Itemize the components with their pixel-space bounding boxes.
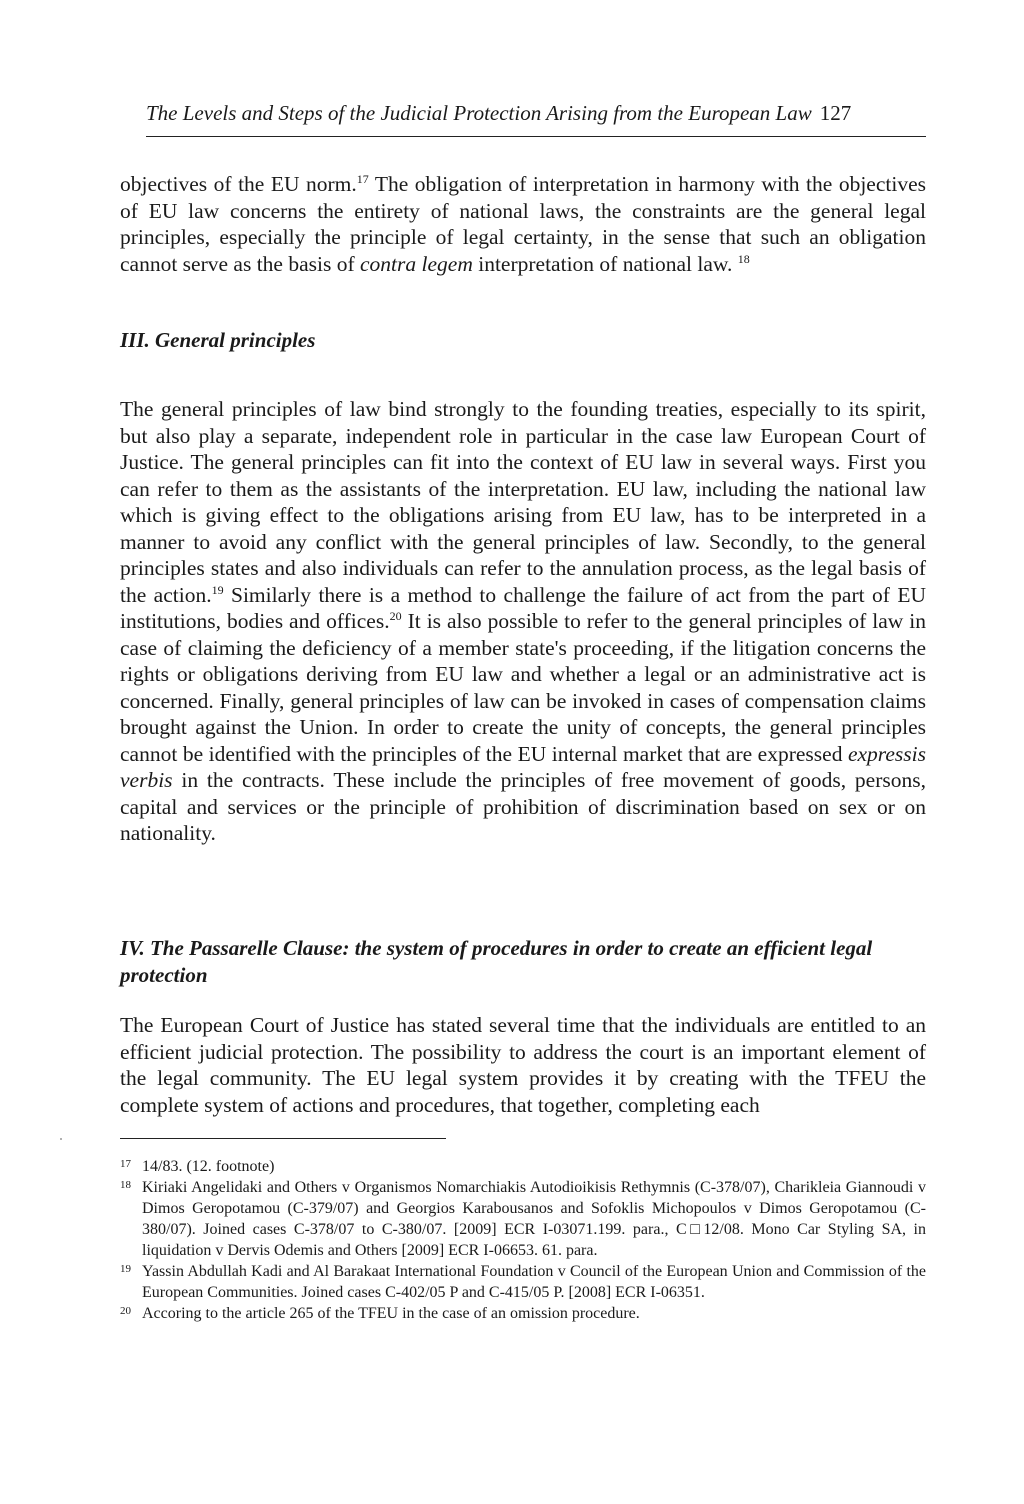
footnote-text: 14/83. (12. footnote) [142, 1158, 275, 1175]
footnote-20 [120, 1303, 926, 1324]
paragraph-general-principles: The general principles of law bind strongly to the founding treaties, especially to its spirit, but also play a separate, independent role in particular in the case law European Court of Justice. The general principles can fit into the context of EU law in several ways. First you can refer to them as the assistants of the interpretation. EU law, including the national law which is giving effect to the obligations arising from EU law, has to be interpreted in a manner to avoid any conflict with the general principles of law. Secondly, to the general principles states and also individuals can refer to the annulation process, as the legal basis of the action.$^{19}$ Similarly there is a method to challenge the failure of act from the part of EU institutions, bodies and offices.$^{20}$ It is also possible to refer to the general principles of law in case of claiming the deficiency of a member state's proceeding, if the litigation concerns the rights or obligations deriving from EU law and whether a legal or an administrative act is concerned. Finally, general principles of law can be invoked in cases of compensation claims brought against the Union. In order to create the unity of concepts, the general principles cannot be identified with the principles of the EU internal market that are expressed expressis verbis in the contracts. These include the principles of free movement of goods, persons, capital and services or the principle of prohibition of discrimination based on sex or on nationality. [120, 397, 927, 845]
footnote-separator [120, 1138, 446, 1139]
footnote-text: Kiriaki Angelidaki and Others v Organismos Nomarchiakis Autodioikisis Rethymnis (C-378/07), Charikleia Giannoudi v Dimos Geropotamou (C-379/07) and Georgios Karabousanos and Sofoklis Michopoulos v Dimos Geropotamou (C-380/07). Joined cases C-378/07 to C-380/07. [2009] ECR I-03071.199. para., C□12/08. Mono Car Styling SA, in liquidation v Dervis Odemis and Others [2009] ECR I-06653. 61. para. [142, 1179, 926, 1259]
scan-speck [60, 1138, 62, 1140]
footnote-19 [120, 1261, 926, 1303]
running-header [146, 100, 928, 126]
section-heading-iii: III. General principles [120, 328, 316, 352]
footnote-text: Yassin Abdullah Kadi and Al Barakaat International Foundation v Council of the European Union and Commission of the European Communities. Joined cases C-402/05 P and C-415/05 P. [2008] ECR I-06351. [142, 1263, 926, 1301]
emphasis-expressis-verbis: expressis verbis [120, 741, 926, 792]
paragraph-passarelle-clause: The European Court of Justice has stated several time that the individuals are entitled to an efficient judicial protection. The possibility to address the court is an important element of the legal community. The EU legal system provides it by creating with the TFEU the complete system of actions and procedures, that together, completing each [120, 1013, 926, 1117]
page-number: 127 [819, 101, 852, 125]
header-rule [146, 136, 926, 137]
footnote-17 [120, 1156, 926, 1177]
footnotes [120, 1156, 926, 1324]
footnote-number: 18 [120, 1179, 131, 1191]
paragraph-continuation: objectives of the EU norm.$^{17}$ The obligation of interpretation in harmony with the objectives of EU law concerns the entirety of national laws, the constraints are the general legal principles, especially the principle of legal certainty, in the sense that such an obligation cannot serve as the basis of contra legem interpretation of national law. $^{18}$ [120, 171, 926, 276]
footnote-ref-17[interactable]: 17 [356, 171, 369, 186]
footnote-number: 19 [120, 1263, 131, 1275]
footnote-text: Accoring to the article 265 of the TFEU in the case of an omission procedure. [142, 1305, 640, 1322]
footnote-18 [120, 1177, 926, 1261]
footnote-number: 17 [120, 1158, 131, 1170]
emphasis-contra-legem: contra legem [360, 251, 473, 276]
running-title: The Levels and Steps of the Judicial Protection Arising from the European Law [146, 101, 812, 125]
footnote-number: 20 [120, 1305, 131, 1317]
footnote-ref-20[interactable]: 20 [389, 608, 402, 623]
section-heading-iv: IV. The Passarelle Clause: the system of procedures in order to create an efficient legal protection [120, 936, 873, 987]
footnote-ref-19[interactable]: 19 [211, 582, 224, 597]
footnote-ref-18[interactable]: 18 [737, 251, 750, 266]
